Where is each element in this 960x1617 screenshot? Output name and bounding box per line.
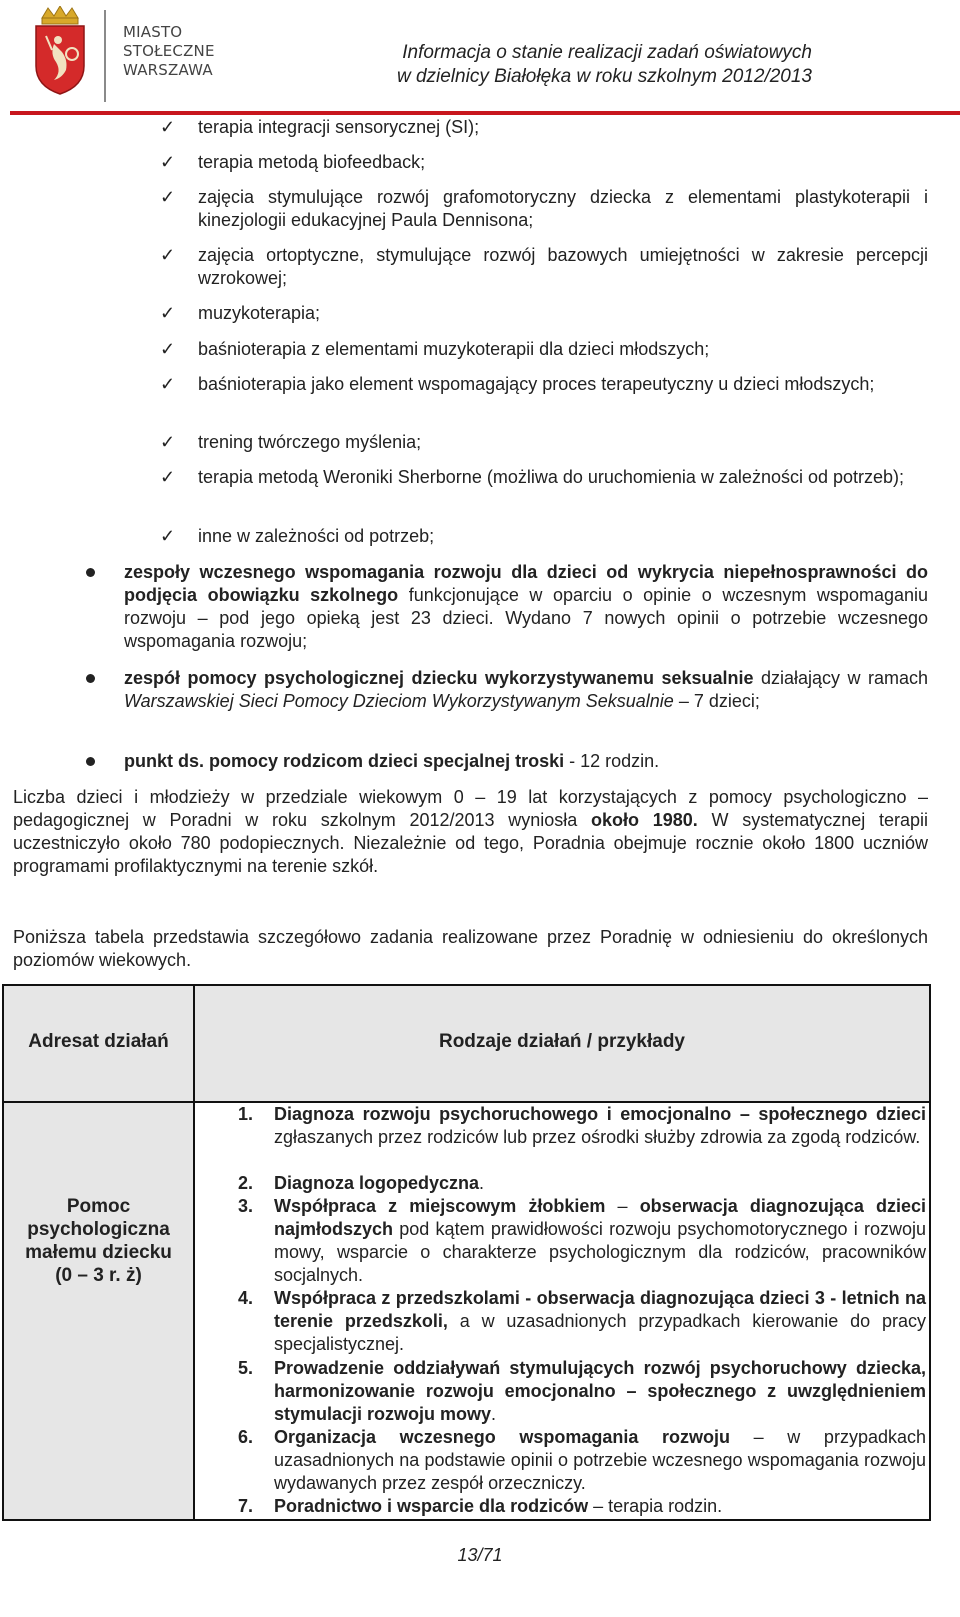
activity-bold-text: Organizacja wczesnego wspomagania rozwoju: [274, 1427, 731, 1447]
city-name-logo-text: [123, 23, 215, 80]
check-icon: ✓: [160, 303, 176, 323]
table-row-label-cell: [2, 1101, 195, 1521]
checklist-item: terapia integracji sensorycznej (SI);: [198, 117, 480, 137]
activity-item: [274, 1495, 926, 1518]
checklist-item: muzykoterapia;: [198, 303, 321, 323]
activity-text: .: [491, 1404, 497, 1424]
check-icon: ✓: [160, 187, 176, 207]
bullet-bold-text: punkt ds. pomocy rodzicom dzieci specjalnej troski: [124, 751, 565, 771]
check-icon: ✓: [160, 152, 176, 172]
check-icon: ✓: [160, 339, 176, 359]
check-icon: ✓: [160, 117, 176, 137]
logo-line: WARSZAWA: [123, 61, 213, 79]
check-icon: ✓: [160, 374, 176, 394]
logo-line: STOŁECZNE: [123, 42, 215, 60]
checklist-item: zajęcia ortoptyczne, stymulujące rozwój bazowych umiejętności w zakresie percepcji wzrokowej;: [198, 245, 928, 288]
check-icon: ✓: [160, 467, 176, 487]
activity-bold-text: Poradnictwo i wsparcie dla rodziców: [274, 1496, 589, 1516]
activity-text: pod kątem prawidłowości rozwoju psychomotorycznego i rozwoju mowy, wsparcie o charakterze psychologicznym dla rodziców, pracowników socjalnych.: [274, 1219, 926, 1285]
statistics-paragraph: [13, 786, 928, 878]
activity-item: [274, 1103, 926, 1149]
bullet-dot: [86, 674, 95, 683]
row-label-line: psychologiczna: [27, 1219, 170, 1240]
activity-bold-text: Diagnoza logopedyczna: [274, 1173, 480, 1193]
checklist-item: zajęcia stymulujące rozwój grafomotoryczny dziecka z elementami plastykoterapii i kinezjologii edukacyjnej Paula Dennisona;: [198, 187, 928, 230]
table-header-cell-addressee: [2, 984, 195, 1103]
page-number: 13/71: [457, 1545, 503, 1565]
bullet-text: działający w ramach: [753, 668, 929, 688]
row-label-line: małemu dziecku: [25, 1242, 172, 1263]
warsaw-coat-of-arms-logo: [28, 6, 114, 98]
checklist-item: baśnioterapia jako element wspomagający proces terapeutyczny u dzieci młodszych;: [198, 374, 875, 394]
checklist-item: inne w zależności od potrzeb;: [198, 526, 435, 546]
activity-bold-text: Współpraca z przedszkolami - obserwacja diagnozująca dzieci 3 - letnich na terenie przedszkoli,: [274, 1288, 926, 1331]
bullet-item-abuse-support-team: [124, 667, 928, 713]
activity-text: zgłaszanych przez rodziców lub przez ośrodki służby zdrowia za zgodą rodziców.: [274, 1127, 921, 1147]
logo-line: MIASTO: [123, 23, 183, 41]
paragraph-bold-text: około 1980.: [591, 810, 698, 830]
activity-text: .: [479, 1173, 485, 1193]
list-number: 4.: [238, 1288, 254, 1308]
list-number: 7.: [238, 1496, 254, 1516]
activity-bold-text: Diagnoza rozwoju psychoruchowego i emocjonalno – społecznego dzieci: [274, 1104, 926, 1124]
paragraph-text: Liczba dzieci i młodzieży w przedziale wiekowym 0 – 19 lat korzystających z pomocy psychologiczno – pedagogicznej w Poradni w roku szkolnym 2012/2013 wyniosła: [13, 787, 928, 830]
checklist-item: baśnioterapia z elementami muzykoterapii dla dzieci młodszych;: [198, 339, 710, 359]
table-header-addressee: Adresat działań: [28, 1031, 169, 1052]
row-label-line: (0 – 3 r. ż): [55, 1265, 142, 1286]
paragraph-text: W systematycznej terapii uczestniczyło około 780 podopiecznych. Niezależnie od tego, Poradnia obejmuje rocznie około 1800 uczniów programami profilaktycznymi na terenie szkół.: [13, 810, 929, 876]
activity-bold-text: Współpraca z miejscowym żłobkiem: [274, 1196, 606, 1216]
list-number: 1.: [238, 1104, 254, 1124]
list-number: 3.: [238, 1196, 254, 1216]
bullet-item-early-support: [124, 561, 928, 653]
check-icon: ✓: [160, 245, 176, 265]
checklist-item: terapia metodą Weroniki Sherborne (możliwa do uruchomienia w zależności od potrzeb);: [198, 467, 905, 487]
table-header-cell-activities: [193, 984, 931, 1103]
list-number: 5.: [238, 1358, 254, 1378]
bullet-dot: [86, 757, 95, 766]
bullet-text: - 12 rodzin.: [564, 751, 660, 771]
bullet-text: funkcjonujące w oparciu o opinie o wczesnym wspomaganiu rozwoju – pod jego opieką jest 23 dzieci. Wydano 7 nowych opinii o potrzebie wczesnego wspomagania rozwoju;: [124, 585, 928, 651]
activity-text: –: [605, 1196, 640, 1216]
activity-item: [274, 1357, 926, 1426]
row-label-line: Pomoc: [66, 1196, 131, 1217]
activity-item: [274, 1287, 926, 1356]
activity-text: – w przypadkach uzasadnionych na podstawie opinii o potrzebie wczesnego wspomagania rozwoju wydawanych przez zespół orzeczniczy.: [274, 1427, 926, 1493]
list-number: 2.: [238, 1173, 254, 1193]
activity-text: a w uzasadnionych przypadkach kierowanie do pracy specjalistycznej.: [274, 1311, 926, 1354]
bullet-dot: [86, 568, 95, 577]
bullet-text: – 7 dzieci;: [673, 691, 760, 711]
activity-item: [274, 1426, 926, 1495]
check-icon: ✓: [160, 526, 176, 546]
activity-item: [274, 1195, 926, 1287]
checklist-item: trening twórczego myślenia;: [198, 432, 422, 452]
document-title-line-1: Informacja o stanie realizacji zadań oświatowych: [402, 42, 812, 63]
row-label: [4, 1195, 193, 1287]
document-title-line-2: w dzielnicy Białołęka w roku szkolnym 2012/2013: [396, 66, 812, 87]
bullet-bold-text: zespół pomocy psychologicznej dziecku wykorzystywanemu seksualnie: [124, 668, 754, 688]
bullet-item-parent-support-point: [124, 750, 928, 773]
activity-item: [274, 1172, 926, 1195]
checklist-item: terapia metodą biofeedback;: [198, 152, 426, 172]
table-intro-paragraph: Poniższa tabela przedstawia szczegółowo zadania realizowane przez Poradnię w odniesieniu do określonych poziomów wiekowych.: [13, 927, 928, 970]
page-header: [0, 0, 960, 118]
logo-separator: [104, 10, 106, 102]
table-header-activities: Rodzaje działań / przykłady: [438, 1031, 686, 1052]
activity-bold-text: obserwacja diagnozująca dzieci najmłodszych: [274, 1196, 927, 1239]
list-number: 6.: [238, 1427, 254, 1447]
header-red-rule: [10, 111, 960, 115]
bullet-italic-text: Warszawskiej Sieci Pomocy Dzieciom Wykorzystywanym Seksualnie: [124, 691, 674, 711]
activity-text: – terapia rodzin.: [588, 1496, 723, 1516]
document-title: [397, 41, 812, 89]
bullet-bold-text: zespoły wczesnego wspomagania rozwoju dla dzieci od wykrycia niepełnosprawności do podjęcia obowiązku szkolnego: [124, 562, 928, 605]
check-icon: ✓: [160, 432, 176, 452]
activity-bold-text: Prowadzenie oddziaływań stymulujących rozwój psychoruchowy dziecka, harmonizowanie rozwoju emocjonalno – społecznego z uwzględnieniem stymulacji rozwoju mowy: [274, 1358, 926, 1424]
